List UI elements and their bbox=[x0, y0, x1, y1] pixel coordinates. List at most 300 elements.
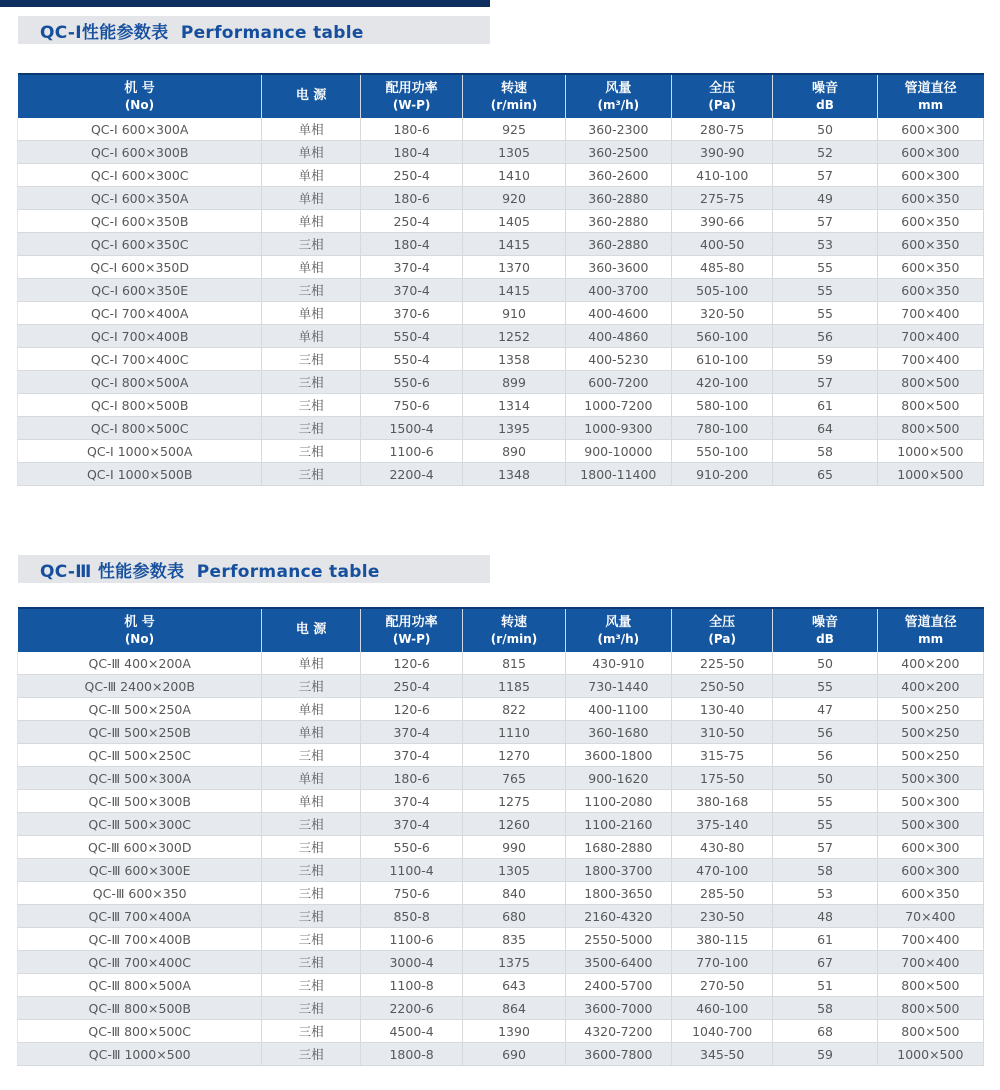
table-cell: 1100-2160 bbox=[565, 813, 671, 836]
table-cell: 560-100 bbox=[671, 325, 772, 348]
table-cell: 360-2500 bbox=[565, 141, 671, 164]
table-cell: 57 bbox=[773, 836, 877, 859]
table-cell: 360-2880 bbox=[565, 187, 671, 210]
column-header: 噪音 dB bbox=[773, 608, 877, 652]
table-cell: 600×350 bbox=[877, 279, 983, 302]
table-cell: 三相 bbox=[262, 394, 361, 417]
table-cell: 275-75 bbox=[671, 187, 772, 210]
table-row bbox=[18, 440, 984, 463]
table-cell: QC-Ⅲ 1000×500 bbox=[18, 1043, 262, 1066]
table-cell: 2550-5000 bbox=[565, 928, 671, 951]
table-cell: QC-Ⅲ 500×300A bbox=[18, 767, 262, 790]
table-cell: 单相 bbox=[262, 210, 361, 233]
table-cell: 370-4 bbox=[360, 256, 462, 279]
table-cell: 56 bbox=[773, 325, 877, 348]
table-row bbox=[18, 463, 984, 486]
table-cell: 800×500 bbox=[877, 371, 983, 394]
table-cell: QC-Ⅰ 600×300A bbox=[18, 118, 262, 141]
table-cell: 840 bbox=[463, 882, 565, 905]
table-header-qc3 bbox=[18, 608, 984, 652]
table-cell: 1680-2880 bbox=[565, 836, 671, 859]
table-cell: 600×300 bbox=[877, 164, 983, 187]
table-cell: QC-Ⅲ 2400×200B bbox=[18, 675, 262, 698]
table-cell: 67 bbox=[773, 951, 877, 974]
table-cell: 单相 bbox=[262, 141, 361, 164]
table-cell: 700×400 bbox=[877, 928, 983, 951]
table-cell: 400-3700 bbox=[565, 279, 671, 302]
table-cell: 53 bbox=[773, 233, 877, 256]
table-cell: QC-Ⅲ 500×250A bbox=[18, 698, 262, 721]
table-body-qc1 bbox=[18, 118, 984, 486]
table-row bbox=[18, 233, 984, 256]
table-row bbox=[18, 394, 984, 417]
table-cell: QC-Ⅰ 600×350B bbox=[18, 210, 262, 233]
table-cell: 3000-4 bbox=[360, 951, 462, 974]
table-cell: 1185 bbox=[463, 675, 565, 698]
table-cell: 600-7200 bbox=[565, 371, 671, 394]
column-header: 管道直径 mm bbox=[877, 74, 983, 118]
table-cell: 1275 bbox=[463, 790, 565, 813]
table-cell: 1000×500 bbox=[877, 440, 983, 463]
table-cell: 600×350 bbox=[877, 233, 983, 256]
table-cell: 1314 bbox=[463, 394, 565, 417]
table-cell: 57 bbox=[773, 164, 877, 187]
table-cell: 1270 bbox=[463, 744, 565, 767]
table-cell: 430-80 bbox=[671, 836, 772, 859]
table-cell: 61 bbox=[773, 394, 877, 417]
table-cell: 50 bbox=[773, 652, 877, 675]
column-header: 全压 (Pa) bbox=[671, 608, 772, 652]
column-header: 噪音 dB bbox=[773, 74, 877, 118]
table-cell: 822 bbox=[463, 698, 565, 721]
table-cell: 180-6 bbox=[360, 767, 462, 790]
table-cell: 1800-3700 bbox=[565, 859, 671, 882]
table-cell: QC-Ⅰ 600×350E bbox=[18, 279, 262, 302]
table-cell: 400-5230 bbox=[565, 348, 671, 371]
table-cell: 1800-8 bbox=[360, 1043, 462, 1066]
table-cell: 600×350 bbox=[877, 256, 983, 279]
table-row bbox=[18, 1043, 984, 1066]
column-header: 风量 (m³/h) bbox=[565, 74, 671, 118]
table-cell: 1100-8 bbox=[360, 974, 462, 997]
table-cell: 3500-6400 bbox=[565, 951, 671, 974]
table-cell: 三相 bbox=[262, 836, 361, 859]
table-cell: 345-50 bbox=[671, 1043, 772, 1066]
table-row bbox=[18, 790, 984, 813]
table-cell: QC-Ⅲ 700×400B bbox=[18, 928, 262, 951]
table-cell: 单相 bbox=[262, 164, 361, 187]
table-cell: 380-115 bbox=[671, 928, 772, 951]
table-row bbox=[18, 1020, 984, 1043]
table-cell: 1040-700 bbox=[671, 1020, 772, 1043]
table-cell: 750-6 bbox=[360, 394, 462, 417]
table-cell: 1390 bbox=[463, 1020, 565, 1043]
table-cell: 680 bbox=[463, 905, 565, 928]
table-cell: 三相 bbox=[262, 675, 361, 698]
table-cell: 370-4 bbox=[360, 790, 462, 813]
table-cell: 800×500 bbox=[877, 394, 983, 417]
table-row bbox=[18, 882, 984, 905]
table-cell: 600×300 bbox=[877, 118, 983, 141]
table-cell: 59 bbox=[773, 1043, 877, 1066]
table-cell: 1305 bbox=[463, 859, 565, 882]
table-cell: 370-4 bbox=[360, 721, 462, 744]
table-cell: 47 bbox=[773, 698, 877, 721]
table-cell: 800×500 bbox=[877, 997, 983, 1020]
table-cell: 815 bbox=[463, 652, 565, 675]
table-cell: 1305 bbox=[463, 141, 565, 164]
table-cell: 三相 bbox=[262, 348, 361, 371]
table-cell: 643 bbox=[463, 974, 565, 997]
table-row bbox=[18, 997, 984, 1020]
table-cell: 175-50 bbox=[671, 767, 772, 790]
column-header: 转速 (r/min) bbox=[463, 74, 565, 118]
table-header-qc1 bbox=[18, 74, 984, 118]
column-header: 配用功率 (W-P) bbox=[360, 608, 462, 652]
table-cell: 285-50 bbox=[671, 882, 772, 905]
table-cell: 360-2600 bbox=[565, 164, 671, 187]
table-cell: 470-100 bbox=[671, 859, 772, 882]
table-row bbox=[18, 141, 984, 164]
table-cell: 500×250 bbox=[877, 721, 983, 744]
table-cell: 600×350 bbox=[877, 882, 983, 905]
table-row bbox=[18, 905, 984, 928]
table-row bbox=[18, 187, 984, 210]
table-cell: 55 bbox=[773, 675, 877, 698]
table-cell: 770-100 bbox=[671, 951, 772, 974]
table-cell: 899 bbox=[463, 371, 565, 394]
table-cell: 三相 bbox=[262, 813, 361, 836]
table-cell: 1395 bbox=[463, 417, 565, 440]
table-cell: 58 bbox=[773, 440, 877, 463]
table-cell: 2160-4320 bbox=[565, 905, 671, 928]
table-row bbox=[18, 348, 984, 371]
table-cell: 1800-11400 bbox=[565, 463, 671, 486]
table-cell: 910 bbox=[463, 302, 565, 325]
section-title-qc3 bbox=[18, 555, 490, 583]
table-cell: 690 bbox=[463, 1043, 565, 1066]
table-cell: 250-4 bbox=[360, 675, 462, 698]
table-row bbox=[18, 951, 984, 974]
table-cell: 三相 bbox=[262, 1043, 361, 1066]
column-header: 风量 (m³/h) bbox=[565, 608, 671, 652]
table-row bbox=[18, 928, 984, 951]
table-cell: 50 bbox=[773, 767, 877, 790]
table-cell: QC-Ⅲ 600×350 bbox=[18, 882, 262, 905]
table-cell: QC-Ⅲ 400×200A bbox=[18, 652, 262, 675]
table-cell: 64 bbox=[773, 417, 877, 440]
table-cell: 三相 bbox=[262, 905, 361, 928]
table-cell: 600×300 bbox=[877, 836, 983, 859]
table-cell: QC-Ⅲ 600×300E bbox=[18, 859, 262, 882]
table-cell: 1000×500 bbox=[877, 463, 983, 486]
table-cell: 55 bbox=[773, 790, 877, 813]
section-title-qc3-text: QC-Ⅲ 性能参数表 Performance table bbox=[40, 561, 380, 582]
table-cell: 550-6 bbox=[360, 371, 462, 394]
table-cell: 1100-2080 bbox=[565, 790, 671, 813]
table-cell: 900-1620 bbox=[565, 767, 671, 790]
column-header: 电 源 bbox=[262, 608, 361, 652]
table-cell: 2400-5700 bbox=[565, 974, 671, 997]
table-row bbox=[18, 813, 984, 836]
table-cell: 1000×500 bbox=[877, 1043, 983, 1066]
table-cell: 70×400 bbox=[877, 905, 983, 928]
table-cell: QC-Ⅰ 600×350C bbox=[18, 233, 262, 256]
table-cell: 1100-6 bbox=[360, 928, 462, 951]
table-cell: 55 bbox=[773, 256, 877, 279]
table-cell: 三相 bbox=[262, 951, 361, 974]
table-row bbox=[18, 325, 984, 348]
table-row bbox=[18, 836, 984, 859]
table-cell: 375-140 bbox=[671, 813, 772, 836]
table-cell: 850-8 bbox=[360, 905, 462, 928]
table-cell: 三相 bbox=[262, 859, 361, 882]
table-cell: 55 bbox=[773, 813, 877, 836]
table-cell: 1000-9300 bbox=[565, 417, 671, 440]
table-cell: 61 bbox=[773, 928, 877, 951]
table-cell: 400×200 bbox=[877, 652, 983, 675]
table-cell: 1348 bbox=[463, 463, 565, 486]
top-accent-bar bbox=[0, 0, 490, 7]
table-cell: 370-6 bbox=[360, 302, 462, 325]
table-cell: 390-90 bbox=[671, 141, 772, 164]
performance-table-qc3 bbox=[17, 607, 984, 1066]
table-cell: 1100-6 bbox=[360, 440, 462, 463]
table-cell: 270-50 bbox=[671, 974, 772, 997]
table-cell: 360-2880 bbox=[565, 233, 671, 256]
table-cell: 1110 bbox=[463, 721, 565, 744]
table-cell: 360-2300 bbox=[565, 118, 671, 141]
table-cell: 910-200 bbox=[671, 463, 772, 486]
table-cell: 三相 bbox=[262, 233, 361, 256]
table-cell: 三相 bbox=[262, 463, 361, 486]
table-cell: 925 bbox=[463, 118, 565, 141]
table-cell: 600×300 bbox=[877, 141, 983, 164]
table-cell: 48 bbox=[773, 905, 877, 928]
table-cell: 485-80 bbox=[671, 256, 772, 279]
table-cell: 250-50 bbox=[671, 675, 772, 698]
table-cell: 730-1440 bbox=[565, 675, 671, 698]
table-cell: 420-100 bbox=[671, 371, 772, 394]
table-cell: 55 bbox=[773, 302, 877, 325]
table-cell: 800×500 bbox=[877, 417, 983, 440]
table-cell: 56 bbox=[773, 744, 877, 767]
table-cell: 单相 bbox=[262, 790, 361, 813]
table-cell: 580-100 bbox=[671, 394, 772, 417]
table-cell: 700×400 bbox=[877, 951, 983, 974]
table-cell: 58 bbox=[773, 859, 877, 882]
table-row bbox=[18, 371, 984, 394]
table-cell: 单相 bbox=[262, 652, 361, 675]
table-cell: 单相 bbox=[262, 256, 361, 279]
table-cell: 1358 bbox=[463, 348, 565, 371]
table-cell: 500×250 bbox=[877, 744, 983, 767]
table-cell: 550-4 bbox=[360, 325, 462, 348]
table-cell: 2200-4 bbox=[360, 463, 462, 486]
table-row bbox=[18, 652, 984, 675]
table-cell: 1100-4 bbox=[360, 859, 462, 882]
table-cell: 280-75 bbox=[671, 118, 772, 141]
table-cell: QC-Ⅲ 700×400A bbox=[18, 905, 262, 928]
table-cell: 120-6 bbox=[360, 698, 462, 721]
table-cell: 800×500 bbox=[877, 974, 983, 997]
table-cell: 58 bbox=[773, 997, 877, 1020]
table-cell: 315-75 bbox=[671, 744, 772, 767]
table-cell: 600×300 bbox=[877, 859, 983, 882]
table-cell: 900-10000 bbox=[565, 440, 671, 463]
table-cell: 765 bbox=[463, 767, 565, 790]
table-row bbox=[18, 974, 984, 997]
table-cell: 500×300 bbox=[877, 767, 983, 790]
table-row bbox=[18, 164, 984, 187]
table-cell: QC-Ⅲ 500×250B bbox=[18, 721, 262, 744]
table-cell: 400-4600 bbox=[565, 302, 671, 325]
table-cell: 600×350 bbox=[877, 210, 983, 233]
table-cell: QC-Ⅲ 500×300B bbox=[18, 790, 262, 813]
table-row bbox=[18, 118, 984, 141]
table-cell: 三相 bbox=[262, 928, 361, 951]
table-cell: 180-6 bbox=[360, 187, 462, 210]
table-cell: 390-66 bbox=[671, 210, 772, 233]
table-row bbox=[18, 767, 984, 790]
table-cell: 835 bbox=[463, 928, 565, 951]
table-cell: 500×250 bbox=[877, 698, 983, 721]
table-row bbox=[18, 210, 984, 233]
table-body-qc3 bbox=[18, 652, 984, 1066]
table-cell: 310-50 bbox=[671, 721, 772, 744]
table-cell: QC-Ⅲ 800×500B bbox=[18, 997, 262, 1020]
table-cell: 2200-6 bbox=[360, 997, 462, 1020]
table-cell: 57 bbox=[773, 371, 877, 394]
table-cell: 68 bbox=[773, 1020, 877, 1043]
table-cell: 360-1680 bbox=[565, 721, 671, 744]
table-cell: QC-Ⅲ 700×400C bbox=[18, 951, 262, 974]
column-header: 管道直径 mm bbox=[877, 608, 983, 652]
table-row bbox=[18, 417, 984, 440]
table-cell: 51 bbox=[773, 974, 877, 997]
table-cell: 1375 bbox=[463, 951, 565, 974]
table-cell: 250-4 bbox=[360, 164, 462, 187]
table-cell: QC-Ⅰ 700×400A bbox=[18, 302, 262, 325]
table-cell: QC-Ⅲ 800×500A bbox=[18, 974, 262, 997]
table-cell: 53 bbox=[773, 882, 877, 905]
table-cell: QC-Ⅲ 500×250C bbox=[18, 744, 262, 767]
table-cell: 800×500 bbox=[877, 1020, 983, 1043]
section-title-qc1 bbox=[18, 16, 490, 44]
table-cell: 460-100 bbox=[671, 997, 772, 1020]
table-cell: 单相 bbox=[262, 302, 361, 325]
table-cell: 370-4 bbox=[360, 744, 462, 767]
table-cell: 400-4860 bbox=[565, 325, 671, 348]
table-cell: 65 bbox=[773, 463, 877, 486]
table-cell: 3600-7800 bbox=[565, 1043, 671, 1066]
table-cell: 56 bbox=[773, 721, 877, 744]
table-cell: 1370 bbox=[463, 256, 565, 279]
table-cell: 180-6 bbox=[360, 118, 462, 141]
table-cell: 57 bbox=[773, 210, 877, 233]
table-cell: 单相 bbox=[262, 187, 361, 210]
table-cell: 250-4 bbox=[360, 210, 462, 233]
table-cell: QC-Ⅰ 700×400C bbox=[18, 348, 262, 371]
table-cell: 225-50 bbox=[671, 652, 772, 675]
section-title-qc1-text: QC-Ⅰ性能参数表 Performance table bbox=[40, 22, 364, 43]
table-cell: 400-1100 bbox=[565, 698, 671, 721]
table-cell: QC-Ⅰ 1000×500A bbox=[18, 440, 262, 463]
table-row bbox=[18, 721, 984, 744]
table-cell: 三相 bbox=[262, 417, 361, 440]
table-cell: 700×400 bbox=[877, 325, 983, 348]
table-cell: 410-100 bbox=[671, 164, 772, 187]
table-cell: 890 bbox=[463, 440, 565, 463]
table-cell: 864 bbox=[463, 997, 565, 1020]
table-cell: 750-6 bbox=[360, 882, 462, 905]
table-cell: 700×400 bbox=[877, 348, 983, 371]
table-cell: 三相 bbox=[262, 882, 361, 905]
table-cell: 三相 bbox=[262, 744, 361, 767]
table-cell: 单相 bbox=[262, 767, 361, 790]
table-cell: 230-50 bbox=[671, 905, 772, 928]
table-cell: 550-100 bbox=[671, 440, 772, 463]
column-header: 机 号 (No) bbox=[18, 74, 262, 118]
table-cell: 360-3600 bbox=[565, 256, 671, 279]
table-cell: 550-4 bbox=[360, 348, 462, 371]
table-cell: 120-6 bbox=[360, 652, 462, 675]
table-cell: 400-50 bbox=[671, 233, 772, 256]
table-cell: QC-Ⅰ 700×400B bbox=[18, 325, 262, 348]
table-row bbox=[18, 675, 984, 698]
table-cell: 130-40 bbox=[671, 698, 772, 721]
table-cell: 430-910 bbox=[565, 652, 671, 675]
table-cell: 52 bbox=[773, 141, 877, 164]
table-cell: 59 bbox=[773, 348, 877, 371]
table-cell: QC-Ⅰ 800×500C bbox=[18, 417, 262, 440]
table-cell: 400×200 bbox=[877, 675, 983, 698]
table-cell: 三相 bbox=[262, 997, 361, 1020]
column-header: 机 号 (No) bbox=[18, 608, 262, 652]
table-cell: 三相 bbox=[262, 974, 361, 997]
performance-table-qc1 bbox=[17, 73, 984, 486]
table-cell: 505-100 bbox=[671, 279, 772, 302]
table-row bbox=[18, 698, 984, 721]
table-cell: QC-Ⅰ 600×350D bbox=[18, 256, 262, 279]
table-cell: 780-100 bbox=[671, 417, 772, 440]
table-cell: 三相 bbox=[262, 1020, 361, 1043]
table-cell: 4500-4 bbox=[360, 1020, 462, 1043]
table-cell: 1415 bbox=[463, 279, 565, 302]
table-cell: 500×300 bbox=[877, 813, 983, 836]
table-cell: QC-Ⅲ 500×300C bbox=[18, 813, 262, 836]
table-cell: 610-100 bbox=[671, 348, 772, 371]
table-cell: 180-4 bbox=[360, 141, 462, 164]
table-cell: 1415 bbox=[463, 233, 565, 256]
table-cell: 单相 bbox=[262, 721, 361, 744]
table-cell: 1405 bbox=[463, 210, 565, 233]
table-cell: 1500-4 bbox=[360, 417, 462, 440]
table-cell: 700×400 bbox=[877, 302, 983, 325]
table-cell: QC-Ⅰ 800×500A bbox=[18, 371, 262, 394]
table-cell: QC-Ⅰ 600×300C bbox=[18, 164, 262, 187]
table-cell: 600×350 bbox=[877, 187, 983, 210]
table-cell: 4320-7200 bbox=[565, 1020, 671, 1043]
table-cell: 380-168 bbox=[671, 790, 772, 813]
table-cell: QC-Ⅲ 600×300D bbox=[18, 836, 262, 859]
column-header: 转速 (r/min) bbox=[463, 608, 565, 652]
table-cell: QC-Ⅰ 600×300B bbox=[18, 141, 262, 164]
column-header: 电 源 bbox=[262, 74, 361, 118]
table-cell: 370-4 bbox=[360, 813, 462, 836]
table-cell: QC-Ⅰ 600×350A bbox=[18, 187, 262, 210]
table-cell: 1800-3650 bbox=[565, 882, 671, 905]
